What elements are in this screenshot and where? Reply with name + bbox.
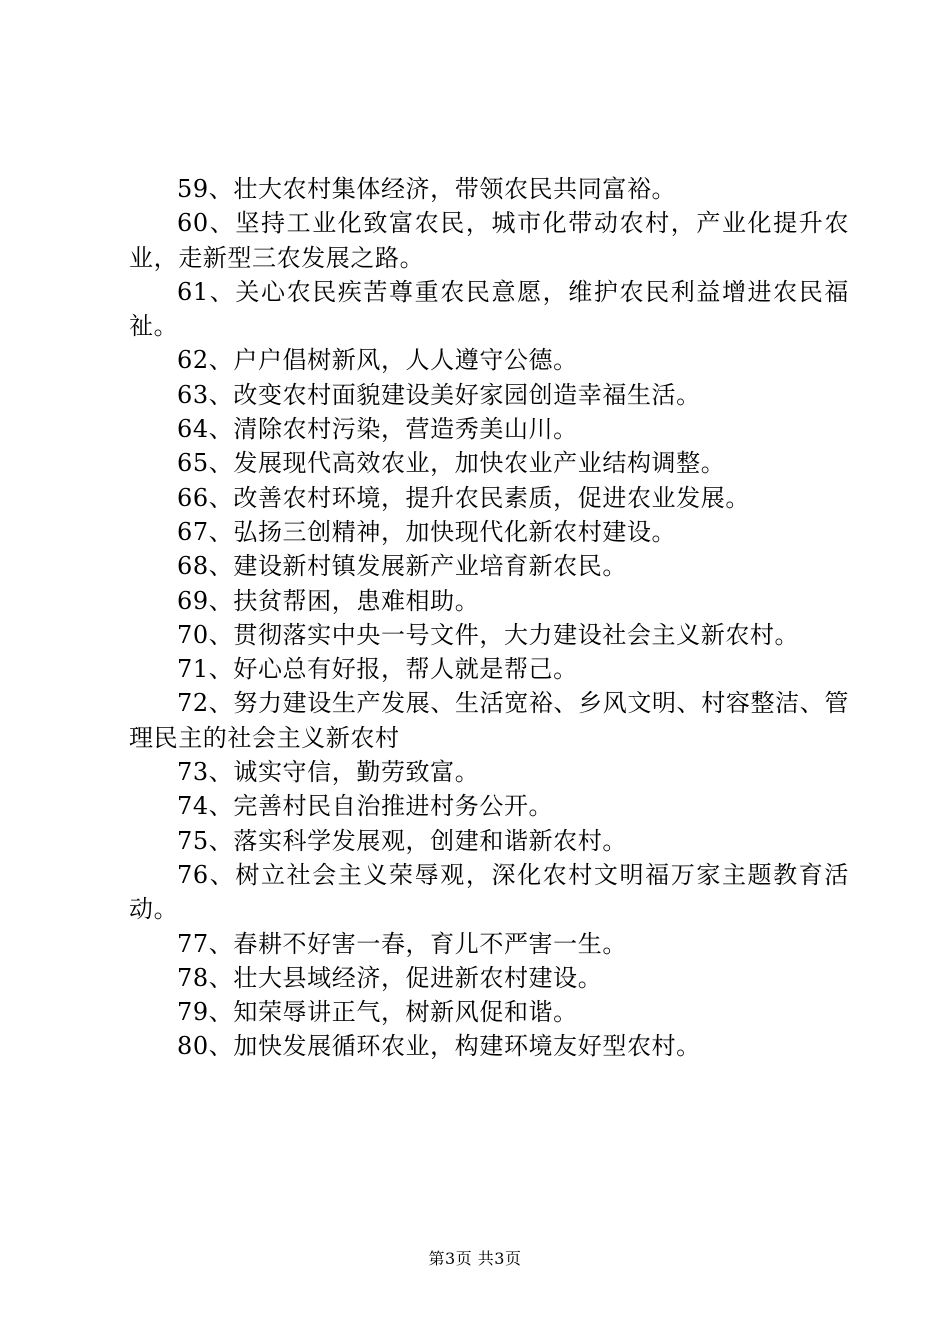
list-item: 69、扶贫帮困，患难相助。: [177, 586, 480, 615]
list-item: 77、春耕不好害一春，育儿不严害一生。: [177, 929, 627, 958]
list-item: 70、贯彻落实中央一号文件，大力建设社会主义新农村。: [177, 620, 800, 649]
list-item: 75、落实科学发展观，创建和谐新农村。: [177, 826, 627, 855]
list-item: 80、加快发展循环农业，构建环境友好型农村。: [177, 1032, 701, 1061]
list-item: 74、完善村民自治推进村务公开。: [177, 792, 554, 821]
list-item: 73、诚实守信，勤劳致富。: [177, 758, 480, 787]
list-item: 65、发展现代高效农业，加快农业产业结构调整。: [177, 449, 726, 478]
list-item: 59、壮大农村集体经济，带领农民共同富裕。: [177, 175, 677, 203]
list-item: 61、关心农民疾苦尊重农民意愿，维护农民利益增进农民福祉。: [129, 277, 849, 341]
list-item: 64、清除农村污染，营造秀美山川。: [177, 415, 578, 444]
list-item: 62、户户倡树新风，人人遵守公德。: [177, 346, 578, 375]
list-item: 60、坚持工业化致富农民，城市化带动农村，产业化提升农业，走新型三农发展之路。: [129, 209, 849, 272]
list-item: 78、壮大县域经济，促进新农村建设。: [177, 963, 603, 992]
list-item: 66、改善农村环境，提升农民素质，促进农业发展。: [177, 483, 750, 512]
list-item: 79、知荣辱讲正气，树新风促和谐。: [177, 998, 578, 1027]
list-item: 72、努力建设生产发展、生活宽裕、乡风文明、村容整洁、管理民主的社会主义新农村: [129, 689, 849, 752]
list-item: 67、弘扬三创精神，加快现代化新农村建设。: [177, 517, 677, 546]
list-item: 71、好心总有好报，帮人就是帮己。: [177, 655, 578, 684]
slogan-list: [129, 172, 849, 1064]
list-item: 76、树立社会主义荣辱观，深化农村文明福万家主题教育活动。: [129, 860, 849, 924]
page-footer: 第3页 共3页: [428, 1249, 522, 1268]
list-item: 68、建设新村镇发展新产业培育新农民。: [177, 552, 627, 581]
list-item: 63、改变农村面貌建设美好家园创造幸福生活。: [177, 380, 701, 409]
